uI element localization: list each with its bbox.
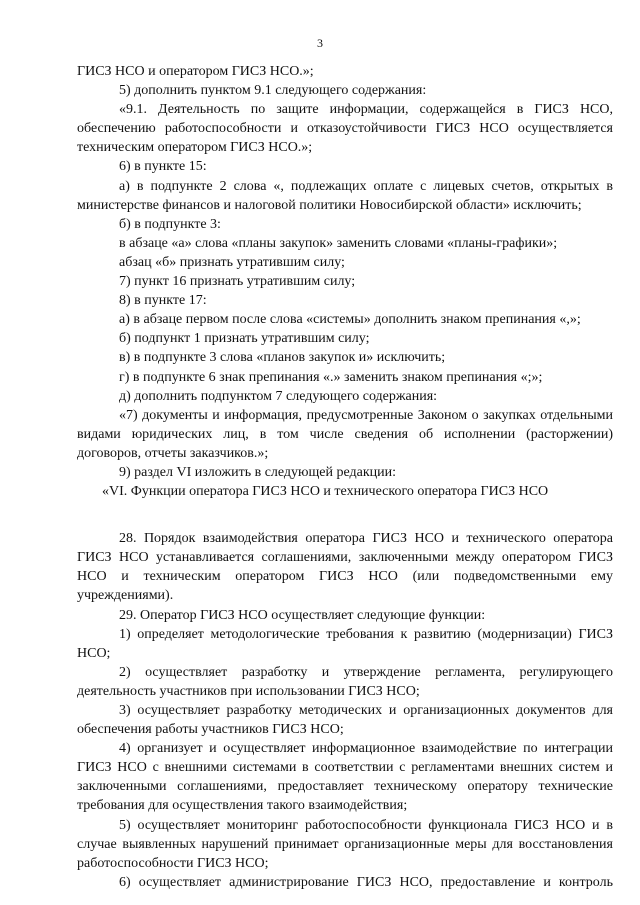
paragraph-item-8a: а) в абзаце первом после слова «системы» дополнить знаком препинания «,»; bbox=[119, 312, 581, 328]
section-heading: «VI. Функции оператора ГИСЗ НСО и технического оператора ГИСЗ НСО bbox=[102, 484, 549, 500]
paragraph-continuation: ГИСЗ НСО и оператором ГИСЗ НСО.»; bbox=[77, 64, 314, 79]
paragraph-item-6b-a: в абзаце «а» слова «планы закупок» заменить словами «планы-графики»; bbox=[119, 235, 558, 251]
paragraph-item-8d: д) дополнить подпунктом 7 следующего содержания: bbox=[119, 388, 438, 404]
paragraph-item-9: 9) раздел VI изложить в следующей редакции: bbox=[119, 464, 397, 480]
paragraph-item-5: 5) дополнить пунктом 9.1 следующего содержания: bbox=[119, 83, 427, 99]
paragraph-item-8g: г) в подпункте 6 знак препинания «.» заменить знаком препинания «;»; bbox=[119, 369, 543, 385]
paragraph-quote-9-1: «9.1. Деятельность по защите информации, содержащейся в ГИСЗ НСО, обеспечению работоспособности и отказоустойчивости ГИСЗ НСО осуществляется техническим оператором ГИСЗ НСО.»; bbox=[77, 102, 613, 156]
paragraph-item-6a: а) в подпункте 2 слова «, подлежащих оплате с лицевых счетов, открытых в министерстве финансов и налоговой политики Новосибирской области» исключить; bbox=[77, 178, 613, 213]
paragraph-29-3: 3) осуществляет разработку методических и организационных документов для обеспечения работы участников ГИСЗ НСО; bbox=[77, 703, 613, 738]
paragraph-29-5: 5) осуществляет мониторинг работоспособности функционала ГИСЗ НСО и в случае выявленных нарушений принимает организационные меры для восстановления работоспособности ГИСЗ НСО; bbox=[77, 817, 613, 871]
paragraph-item-6b-b: абзац «б» признать утратившим силу; bbox=[119, 254, 345, 270]
paragraph-29-4: 4) организует и осуществляет информационное взаимодействие по интеграции ГИСЗ НСО с внешними системами в соответствии с регламентами внешних систем и заключенными соглашениями, предоставляет техническому оператору технические требования для осуществления такого взаимодействия; bbox=[77, 741, 613, 814]
paragraph-29-2: 2) осуществляет разработку и утверждение регламента, регулирующего деятельность участников при использовании ГИСЗ НСО; bbox=[77, 664, 613, 699]
paragraph-29-1: 1) определяет методологические требования к развитию (модернизации) ГИСЗ НСО; bbox=[77, 626, 613, 661]
document-body bbox=[77, 62, 613, 892]
paragraph-quote-7: «7) документы и информация, предусмотренные Законом о закупках отдельными видами юридических лиц, в том числе сведения об исполнении (расторжении) договоров, отчеты заказчиков.»; bbox=[77, 407, 613, 461]
paragraph-item-8b: б) подпункт 1 признать утратившим силу; bbox=[119, 331, 370, 347]
paragraph-item-7: 7) пункт 16 признать утратившим силу; bbox=[119, 274, 356, 290]
spacer bbox=[77, 501, 613, 529]
paragraph-29: 29. Оператор ГИСЗ НСО осуществляет следующие функции: bbox=[119, 607, 486, 623]
page-number: 3 bbox=[317, 36, 323, 50]
paragraph-item-6: 6) в пункте 15: bbox=[119, 159, 207, 175]
paragraph-29-6: 6) осуществляет администрирование ГИСЗ НСО, предоставление и контроль bbox=[119, 874, 613, 890]
paragraph-item-8: 8) в пункте 17: bbox=[119, 293, 207, 309]
paragraph-28: 28. Порядок взаимодействия оператора ГИСЗ НСО и технического оператора ГИСЗ НСО устанавливается соглашениями, заключенными между оператором ГИСЗ НСО и техническим оператором ГИСЗ НСО (или подведомственными ему учреждениями). bbox=[77, 531, 613, 604]
paragraph-item-6b: б) в подпункте 3: bbox=[119, 216, 221, 232]
paragraph-item-8v: в) в подпункте 3 слова «планов закупок и» исключить; bbox=[119, 350, 446, 366]
